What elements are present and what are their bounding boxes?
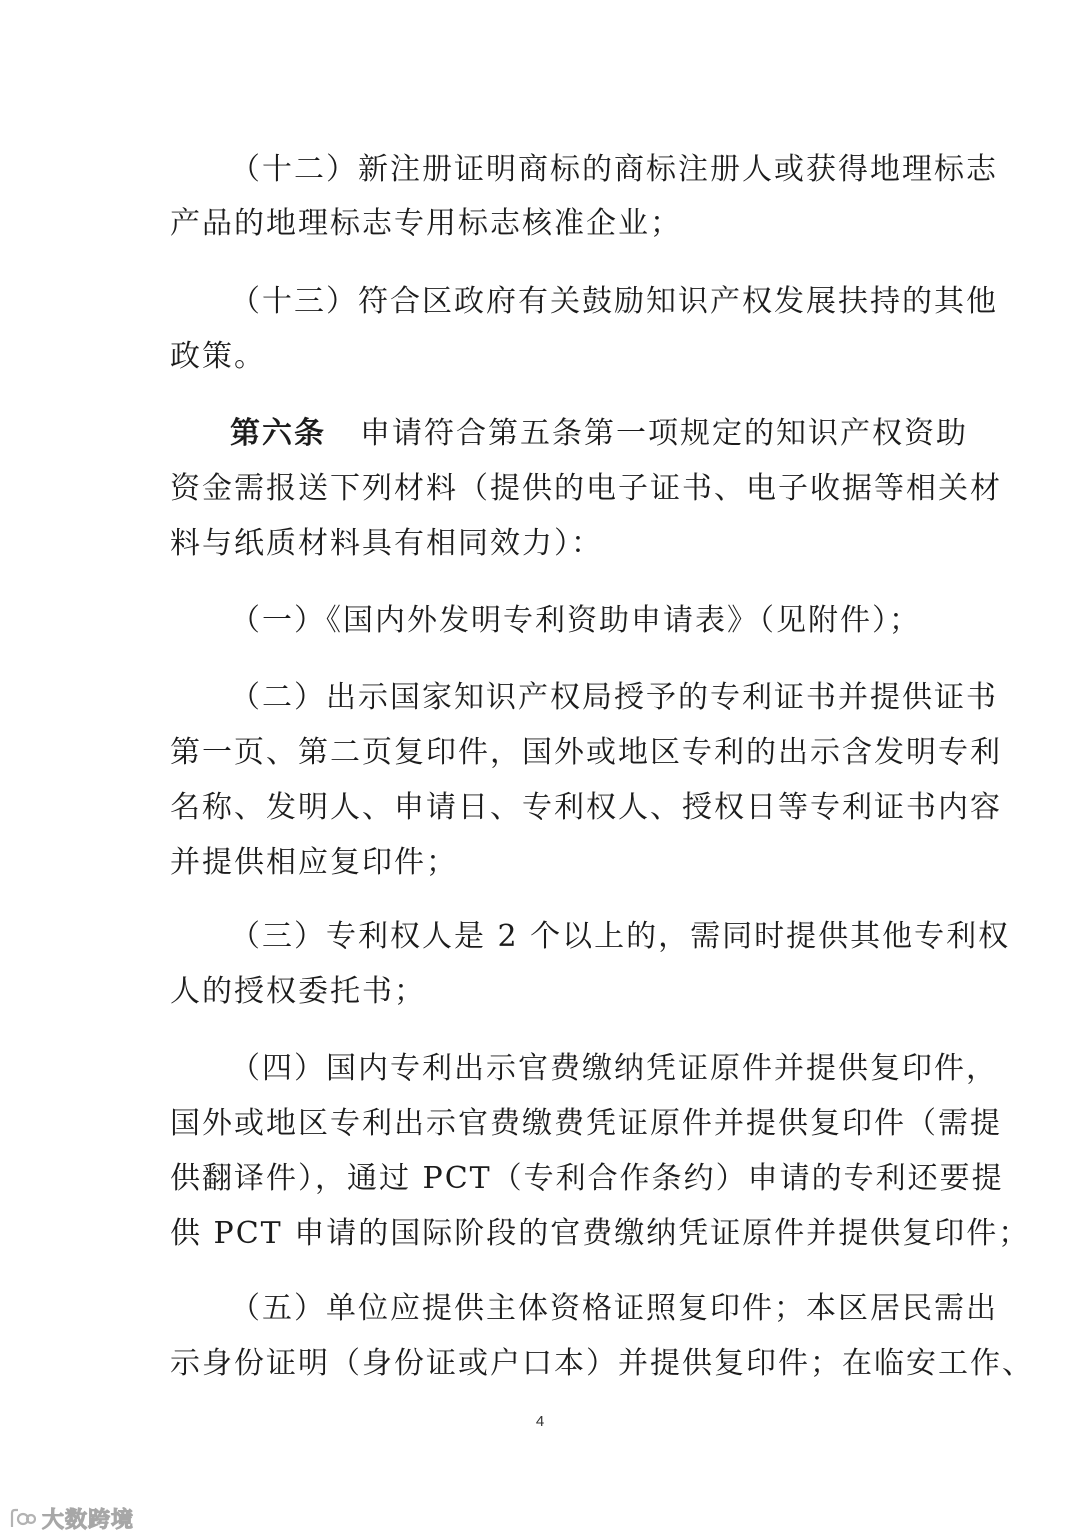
para-12-line-1: （十二）新注册证明商标的商标注册人或获得地理标志 [230, 152, 998, 187]
item-4-line-2: 国外或地区专利出示官费缴费凭证原件并提供复印件（需提 [170, 1106, 1002, 1141]
item-2-line-4: 并提供相应复印件； [170, 845, 458, 880]
article-6-intro: 申请符合第五条第一项规定的知识产权资助 [360, 416, 968, 451]
item-4-line-3: 供翻译件），通过 PCT（专利合作条约）申请的专利还要提 [170, 1161, 1004, 1196]
item-5-line-1: （五）单位应提供主体资格证照复印件；本区居民需出 [230, 1291, 998, 1326]
item-2-line-2: 第一页、第二页复印件，国外或地区专利的出示含发明专利 [170, 735, 1002, 770]
article-6-line-1 [230, 416, 968, 452]
item-5-line-2: 示身份证明（身份证或户口本）并提供复印件；在临安工作、 [170, 1346, 1034, 1381]
item-1-line-1: （一）《国内外发明专利资助申请表》（见附件）； [230, 603, 921, 638]
item-2-line-3: 名称、发明人、申请日、专利权人、授权日等专利证书内容 [170, 790, 1002, 825]
article-6-heading: 第六条 [230, 416, 326, 451]
article-6-line-2: 资金需报送下列材料（提供的电子证书、电子收据等相关材 [170, 471, 1002, 506]
article-6-line-3: 料与纸质材料具有相同效力）： [170, 526, 603, 561]
page-number: 4 [535, 1413, 545, 1430]
watermark [8, 1503, 134, 1534]
item-3-line-2: 人的授权委托书； [170, 974, 426, 1009]
item-4-line-1: （四）国内专利出示官费缴纳凭证原件并提供复印件， [230, 1051, 998, 1086]
item-3-line-1: （三）专利权人是 2 个以上的，需同时提供其他专利权 [230, 919, 1011, 954]
watermark-logo-icon [8, 1507, 36, 1531]
item-2-line-1: （二）出示国家知识产权局授予的专利证书并提供证书 [230, 680, 998, 715]
item-4-line-4: 供 PCT 申请的国际阶段的官费缴纳凭证原件并提供复印件； [170, 1216, 1031, 1251]
para-13-line-2: 政策。 [170, 339, 266, 374]
watermark-text: 大数跨境 [42, 1508, 135, 1533]
para-13-line-1: （十三）符合区政府有关鼓励知识产权发展扶持的其他 [230, 284, 998, 319]
para-12-line-2: 产品的地理标志专用标志核准企业； [170, 206, 682, 241]
